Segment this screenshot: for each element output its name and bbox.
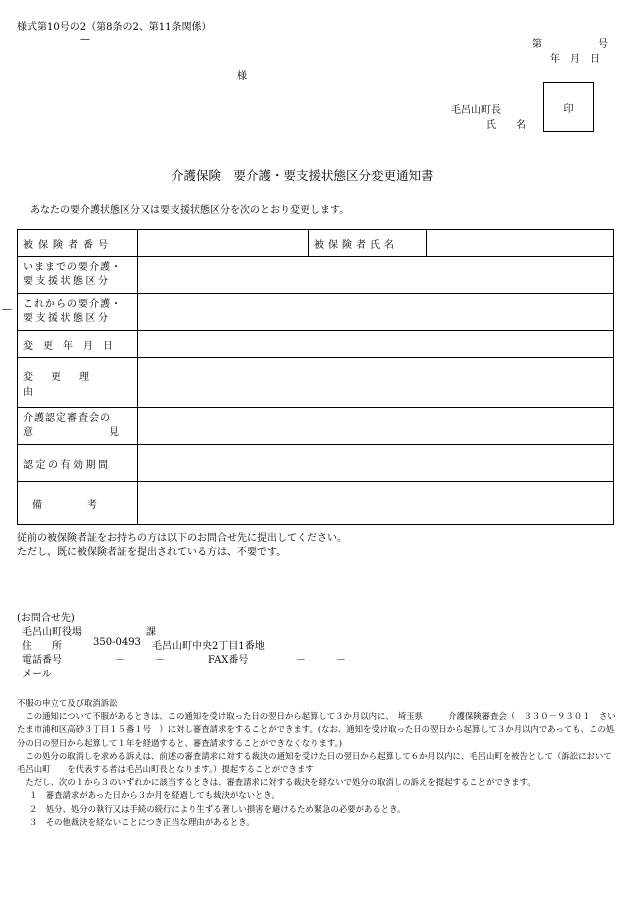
- appeal-item-1: １ 審査請求があった日から３か月を経過しても裁決がないとき。: [29, 790, 280, 801]
- committee-opinion-label: [18, 408, 138, 445]
- contact-fax-value: － －: [296, 655, 346, 666]
- contact-mail-label: メール: [22, 669, 52, 680]
- previous-status-value: [138, 257, 614, 294]
- issuer-name-label: 氏 名: [486, 120, 526, 131]
- appeal-paragraph-3: ただし、次の１から３のいずれかに該当するときは、審査請求に対する裁決を経ないで処分の取消しの訴えを提起することができます。: [25, 777, 536, 788]
- appeal-item-3: ３ その他裁決を経ないことにつき正当な理由があるとき。: [29, 816, 255, 827]
- seal-box: [543, 82, 594, 132]
- intro-text: あなたの要介護状態区分又は要支援状態区分を次のとおり変更します。: [30, 205, 350, 216]
- margin-mark: —: [2, 304, 12, 315]
- previous-status-line2: 要支援状態区分: [23, 276, 111, 287]
- new-status-value: [138, 294, 614, 331]
- insured-number-value: [138, 230, 309, 257]
- validity-period-value: [138, 445, 614, 482]
- notice-line2: ただし、既に被保険者証を提出されている方は、不要です。: [17, 547, 287, 558]
- number-suffix: 号: [598, 39, 608, 50]
- appeal-section: [17, 697, 621, 829]
- committee-opinion-char1: 意: [23, 427, 34, 438]
- recipient-suffix: 様: [237, 71, 247, 82]
- change-reason-label: 変更理由: [18, 358, 138, 408]
- validity-period-label: 認定の有効期間: [18, 445, 138, 482]
- change-date-label: 変更年月日: [18, 331, 138, 358]
- committee-opinion-value: [138, 408, 614, 445]
- number-label: 第: [532, 39, 542, 50]
- contact-fax-label: FAX番号: [208, 655, 249, 666]
- insured-number-label: 被保険者番号: [18, 230, 138, 257]
- header-dash: —: [80, 34, 90, 45]
- committee-opinion-line1: 介護認定審査会の: [23, 413, 111, 424]
- appeal-item-2: ２ 処分、処分の執行又は手続の続行により生ずる著しい損害を避けるため緊急の必要があるとき。: [29, 803, 406, 814]
- contact-postal: 350-0493: [93, 637, 141, 648]
- insured-name-label: 被保険者氏名: [309, 230, 427, 257]
- contact-tel-value: － －: [115, 655, 165, 666]
- insured-name-value: [427, 230, 614, 257]
- change-reason-value: [138, 358, 614, 408]
- contact-address-label: 住 所: [22, 641, 62, 652]
- previous-status-label: [18, 257, 138, 294]
- issuer-title: 毛呂山町長: [451, 105, 501, 116]
- remarks-value: [138, 482, 614, 525]
- new-status-line1: これからの要介護・: [23, 299, 122, 310]
- new-status-line2: 要支援状態区分: [23, 313, 111, 324]
- change-date-value: [138, 331, 614, 358]
- new-status-label: [18, 294, 138, 331]
- appeal-heading: 不服の申立て及び取消訴訟: [17, 698, 118, 708]
- contact-tel-label: 電話番号: [22, 655, 62, 666]
- document-title: 介護保険 要介護・要支援状態区分変更通知書: [171, 168, 434, 183]
- status-table: [17, 229, 614, 525]
- contact-office: 毛呂山町役場: [22, 627, 82, 638]
- seal-label: 印: [563, 103, 574, 115]
- date-label: 年 月 日: [550, 54, 600, 65]
- contact-section: 課: [146, 627, 156, 638]
- contact-address: 毛呂山町中央2丁目1番地: [152, 641, 265, 652]
- committee-opinion-char2: 見: [109, 427, 120, 438]
- previous-status-line1: いままでの要介護・: [23, 262, 122, 273]
- appeal-paragraph-2: この処分の取消しを求める訴えは、前述の審査請求に対する裁決の通知を受けた日の翌日から起算して６か月以内に、毛呂山町を被告として（訴訟において 毛呂山町 を代表する者は毛呂山町長となります。）提起することができます: [17, 750, 621, 775]
- contact-heading: (お問合せ先): [17, 613, 75, 624]
- remarks-label: 備 考: [18, 482, 138, 525]
- appeal-paragraph-1: この通知について不服があるときは、この通知を受け取った日の翌日から起算して３か月以内に、 埼玉県 介護保険審査会（ ３３０－９３０１ さいたま市浦和区高砂３丁目１５番１号 ）に対し審査請求をすることができます。(なお、通知を受け取った日の翌日から起算して３か月以内であっても、この処分の日の翌日から起算して１年を経過すると、審査請求することができなくなります。): [17, 711, 616, 748]
- notice-line1: 従前の被保険者証をお持ちの方は以下のお問合せ先に提出してください。: [17, 533, 347, 544]
- form-number: 様式第10号の2（第8条の2、第11条関係）: [17, 22, 212, 33]
